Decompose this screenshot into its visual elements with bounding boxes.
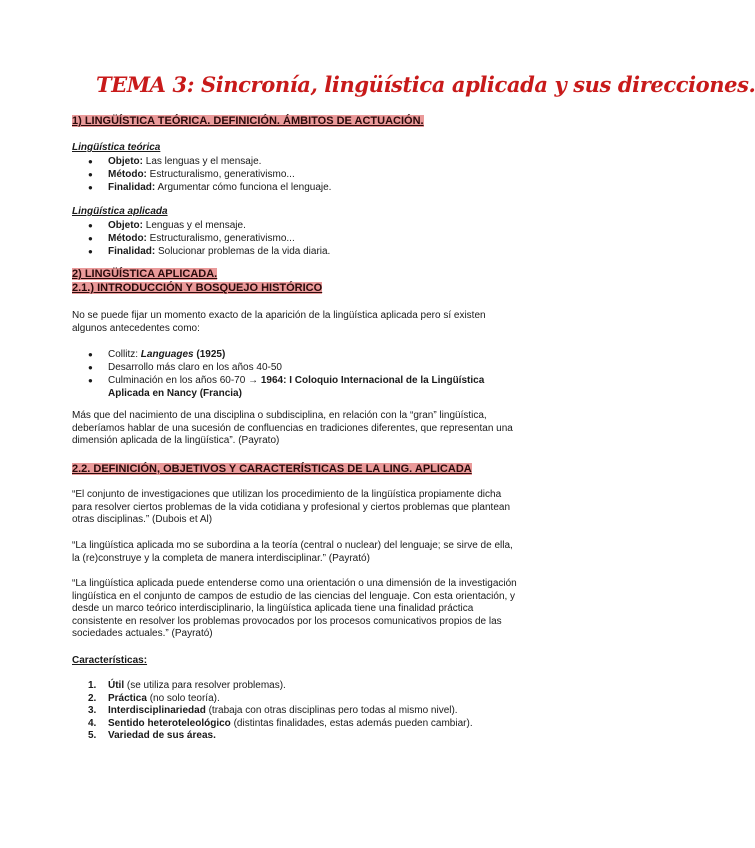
intro-paragraph: No se puede fijar un momento exacto de la aparición de la lingüística aplicada pero sí existen algunos antecedentes como: <box>72 310 486 334</box>
list-item: ● Finalidad: Argumentar cómo funciona el lenguaje. <box>82 181 331 194</box>
section-2-2-heading: 2.2. DEFINICIÓN, OBJETIVOS Y CARACTERÍSTICAS DE LA LING. APLICADA <box>72 463 472 475</box>
list-item: ● Objeto: Las lenguas y el mensaje. <box>82 155 331 168</box>
list-item: ● Finalidad: Solucionar problemas de la vida diaria. <box>82 245 330 258</box>
list-item: ● Método: Estructuralismo, generativismo... <box>82 232 330 245</box>
list-item: 4. Sentido heteroteleológico (distintas finalidades, estas además pueden cambiar). <box>88 717 473 729</box>
list-item: 5. Variedad de sus áreas. <box>88 730 216 741</box>
teorica-heading: Lingüística teórica <box>72 142 161 153</box>
aplicada-list <box>82 219 330 258</box>
section-2-heading: 2) LINGÜÍSTICA APLICADA. <box>72 268 218 280</box>
payrato-paragraph: Más que del nacimiento de una disciplina o subdisciplina, en relación con la “gran” lingüística, deberíamos hablar de una sucesión de confluencias en tradiciones diferentes, que representan una dimensión aplicada de la lingüística”. (Payrato) <box>72 410 513 446</box>
section-2-1-heading: 2.1.) INTRODUCCIÓN Y BOSQUEJO HISTÓRICO <box>72 282 323 294</box>
caracteristicas-list <box>82 680 532 743</box>
aplicada-heading: Lingüística aplicada <box>72 206 168 217</box>
list-item: 3. Interdisciplinariedad (trabaja con otras disciplinas pero todas al mismo nivel). <box>88 705 458 716</box>
history-list <box>82 348 522 400</box>
quote-payrato-2: “La lingüística aplicada puede entenderse como una orientación o una dimensión de la investigación lingüística en el conjunto de campos de estudio de las ciencias del lenguaje. Con esta orientación, y desde un marco teórico interdisciplinario, la lingüística aplicada tiene una finalidad práctica consistente en resolver los problemas provocados por los procesos comunicativos propios de las sociedades actuales.” (Payrató) <box>72 578 517 639</box>
list-item: ● Culminación en los años 60-70 → 1964: I Coloquio Internacional de la Lingüística Aplicada en Nancy (Francia) <box>82 374 522 400</box>
list-item: ● Collitz: Languages (1925) <box>82 348 522 361</box>
page-title: TEMA 3: Sincronía, lingüística aplicada y sus direcciones. <box>96 72 755 97</box>
teorica-list <box>82 155 331 194</box>
caracteristicas-heading: Características: <box>72 655 148 666</box>
list-item: ● Desarrollo más claro en los años 40-50 <box>82 361 522 374</box>
list-item: 2. Práctica (no solo teoría). <box>88 692 220 704</box>
list-item: 1. Útil (se utiliza para resolver problemas). <box>88 680 286 691</box>
quote-payrato-1: “La lingüística aplicada mo se subordina a la teoría (central o nuclear) del lenguaje; se sirve de ella, la (re)construye y la completa de manera interdisciplinar.” (Payrató) <box>72 540 513 564</box>
list-item: ● Método: Estructuralismo, generativismo... <box>82 168 331 181</box>
quote-dubois: “El conjunto de investigaciones que utilizan los procedimiento de la lingüística propiamente dicha para resolver ciertos problemas de la vida cotidiana y profesional y ciertos problemas que plantean otras disciplinas.” (Dubois et Al) <box>72 489 511 525</box>
list-item: ● Objeto: Lenguas y el mensaje. <box>82 219 330 232</box>
section-1-heading: 1) LINGÜÍSTICA TEÓRICA. DEFINICIÓN. ÁMBITOS DE ACTUACIÓN. <box>72 115 424 127</box>
